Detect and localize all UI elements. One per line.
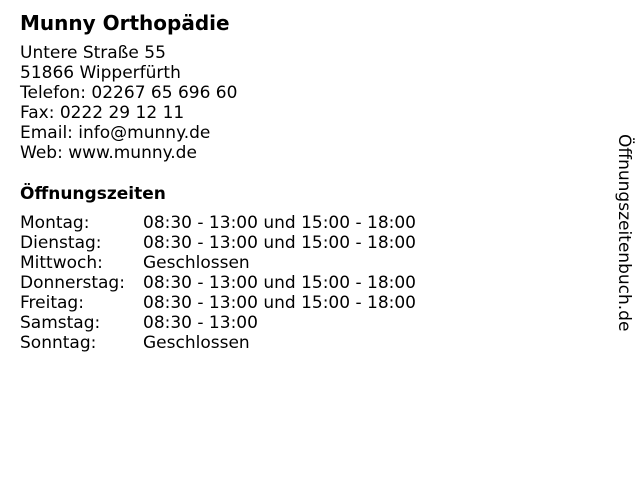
hours-row-friday: [20, 293, 416, 313]
watermark-site-label: Öffnungszeitenbuch.de: [614, 134, 634, 332]
street-address: Untere Straße 55: [20, 43, 166, 63]
hours-row-saturday: [20, 313, 416, 333]
fax: Fax: 0222 29 12 11: [20, 103, 185, 123]
hours-time: Geschlossen: [143, 333, 250, 353]
hours-time: Geschlossen: [143, 253, 250, 273]
hours-time: 08:30 - 13:00 und 15:00 - 18:00: [143, 273, 416, 293]
hours-time: 08:30 - 13:00 und 15:00 - 18:00: [143, 213, 416, 233]
hours-time: 08:30 - 13:00 und 15:00 - 18:00: [143, 233, 416, 253]
hours-day: Montag:: [20, 213, 90, 233]
hours-row-tuesday: [20, 233, 416, 253]
business-name: Munny Orthopädie: [20, 11, 230, 35]
hours-row-sunday: [20, 333, 416, 353]
postal-city: 51866 Wipperfürth: [20, 63, 181, 83]
hours-day: Mittwoch:: [20, 253, 103, 273]
phone: Telefon: 02267 65 696 60: [20, 83, 238, 103]
hours-row-thursday: [20, 273, 416, 293]
hours-day: Dienstag:: [20, 233, 102, 253]
hours-row-monday: [20, 213, 416, 233]
hours-row-wednesday: [20, 253, 416, 273]
hours-time: 08:30 - 13:00: [143, 313, 258, 333]
hours-day: Donnerstag:: [20, 273, 125, 293]
hours-day: Freitag:: [20, 293, 84, 313]
hours-time: 08:30 - 13:00 und 15:00 - 18:00: [143, 293, 416, 313]
hours-day: Samstag:: [20, 313, 101, 333]
email: Email: info@munny.de: [20, 123, 211, 143]
hours-day: Sonntag:: [20, 333, 97, 353]
opening-hours-table: [20, 213, 416, 353]
website: Web: www.munny.de: [20, 143, 197, 163]
opening-hours-heading: Öffnungszeiten: [20, 184, 166, 204]
contact-block: [20, 43, 237, 163]
